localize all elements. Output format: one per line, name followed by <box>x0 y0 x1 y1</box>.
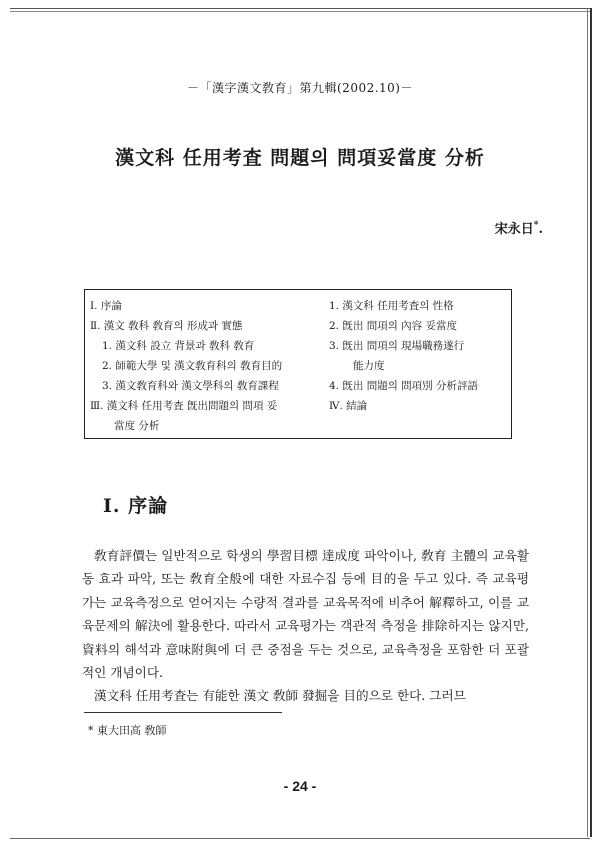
author-line: 宋永日*. <box>494 220 543 237</box>
footnote-rule <box>84 712 282 713</box>
toc-left-column <box>90 296 310 436</box>
toc-item: 4. 旣出 問題의 問項別 分析評語 <box>329 380 479 392</box>
toc-item: 當度 分析 <box>114 420 160 432</box>
journal-header: －「漢字漢文敎育」第九輯(2002.10)－ <box>187 81 413 95</box>
toc-item: 1. 漢文科 任用考査의 性格 <box>329 300 454 312</box>
toc-item: 2. 旣出 問項의 內容 妥當度 <box>329 320 458 332</box>
toc-item: 1. 漢文科 設立 背景과 敎科 敎育 <box>102 340 255 352</box>
paragraph: 漢文科 任用考査는 有能한 漢文 敎師 發掘을 目的으로 한다. 그러므 <box>94 688 466 704</box>
paragraph: 敎育評價는 일반적으로 학생의 學習目標 達成度 파악이나, 敎育 主體의 교육활동 효과 파악, 또는 敎育全般에 대한 자료수집 등에 目的을 두고 있다. 즉 교육평가는 교육측정으로 얻어지는 수량적 결과를 교육목적에 비추어 解釋하고, 이를 교육문제의 解決에 활용한다. 따라서 교육평가는 객관적 측정을 排除하지는 않지만, 資料의 해석과 意味附與에 더 큰 중점을 두는 것으로, 교육측정을 포함한 더 포괄적인 개념이다. <box>82 548 529 681</box>
toc-item: Ⅳ. 結論 <box>329 400 368 412</box>
section-heading: Ⅰ. 序論 <box>103 495 169 517</box>
scan-frame-bottom-line <box>10 838 590 839</box>
table-of-contents <box>84 289 512 439</box>
toc-item: Ⅱ. 漢文 敎科 敎育의 形成과 實態 <box>90 320 243 332</box>
page-number: - 24 - <box>283 778 317 794</box>
toc-item: 能力度 <box>353 360 385 372</box>
toc-item: 2. 師範大學 및 漢文敎育科의 敎育目的 <box>102 360 283 372</box>
toc-item: Ⅲ. 漢文科 任用考査 旣出問題의 問項 妥 <box>90 400 278 412</box>
toc-item: Ⅰ. 序論 <box>90 300 122 312</box>
scan-frame-top-line <box>10 8 590 9</box>
scan-frame-right-line <box>590 8 592 837</box>
toc-item: 3. 旣出 問項의 現場職務遂行 <box>329 340 465 352</box>
paper-title: 漢文科 任用考査 問題의 問項妥當度 分析 <box>115 147 485 169</box>
toc-item: 3. 漢文敎育科와 漢文學科의 敎育課程 <box>102 380 279 392</box>
footnote: * 東大田高 敎師 <box>88 724 167 737</box>
scan-frame-right-line-inner <box>587 8 588 837</box>
body-text <box>82 544 529 708</box>
author-footnote-mark: * <box>533 220 539 231</box>
author-name: 宋永日 <box>494 222 534 237</box>
scan-frame-top-line-inner <box>10 11 590 12</box>
toc-right-column <box>329 296 507 416</box>
